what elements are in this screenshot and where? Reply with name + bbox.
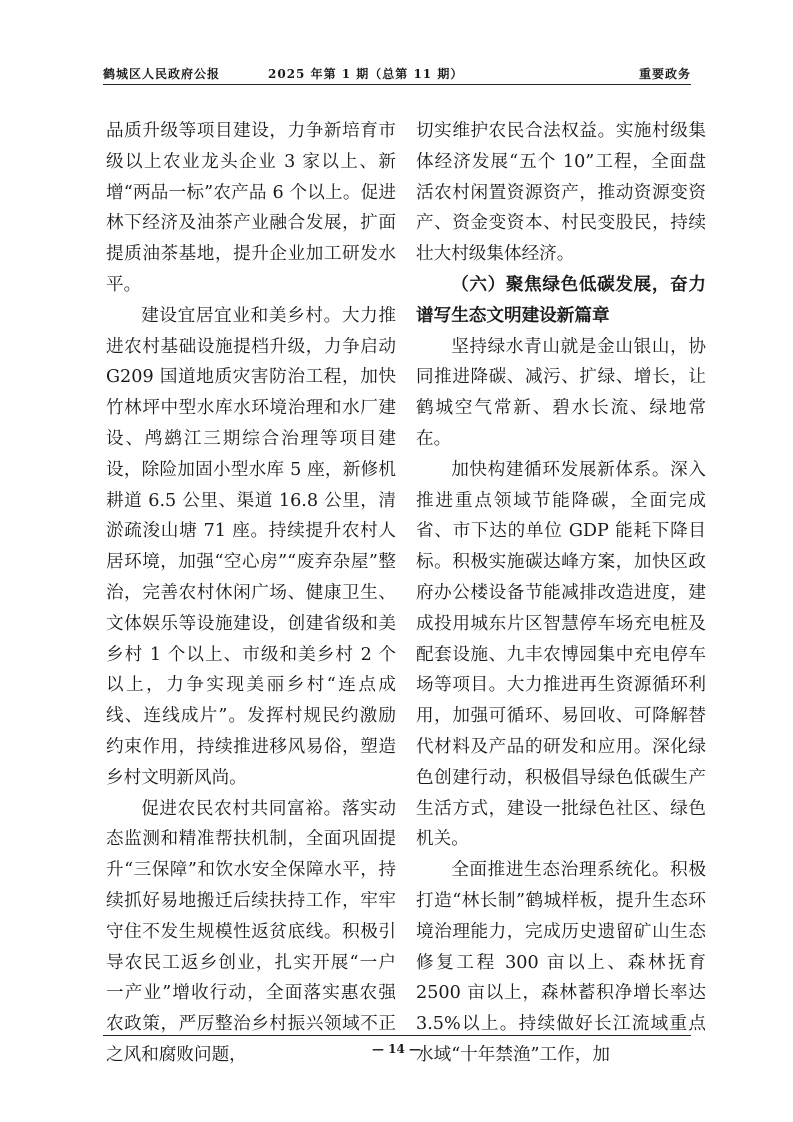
publication-title: 鹤城区人民政府公报 — [103, 67, 221, 81]
left-column — [106, 116, 396, 1071]
paragraph: 全面推进生态治理系统化。积极打造“林长制”鹤城样板，提升生态环境治理能力，完成历史遗留矿山生态修复工程 300 亩以上、森林抚育 2500 亩以上，森林蓄积净增长率达 3.5%以上。持续做好长江流域重点水域“十年禁渔”工作，加 — [416, 860, 706, 1065]
page-number: — 14 — — [371, 1042, 422, 1056]
section-label: 重要政务 — [638, 67, 691, 81]
section-heading: （六）聚焦绿色低碳发展，奋力谱写生态文明建设新篇章 — [416, 273, 706, 326]
paragraph: 建设宜居宜业和美乡村。大力推进农村基础设施提档升级，力争启动 G209 国道地质灾害防治工程，加快竹林坪中型水库水环境治理和水厂建设、鸬鹚江三期综合治理等项目建设，除险加固小型水库 5 座，新修机耕道 6.5 公里、渠道 16.8 公里，清淤疏浚山塘 71 座。持续提升农村人居环境，加强“空心房”“废弃杂屋”整治，完善农村休闲广场、健康卫生、文体娱乐等设施建设，创建省级和美乡村 1 个以上、市级和美乡村 2 个以上，力争实现美丽乡村“连点成线、连线成片”。发挥村规民约激励约束作用，持续推进移风易俗，塑造乡村文明新风尚。 — [106, 305, 396, 788]
paragraph: 品质升级等项目建设，力争新培育市级以上农业龙头企业 3 家以上、新增“两品一标”农产品 6 个以上。促进林下经济及油茶产业融合发展，扩面提质油茶基地，提升企业加工研发水平。 — [106, 121, 396, 295]
paragraph: 促进农民农村共同富裕。落实动态监测和精准帮扶机制，全面巩固提升“三保障”和饮水安全保障水平，持续抓好易地搬迁后续扶持工作，牢牢守住不发生规模性返贫底线。积极引导农民工返乡创业，扎实开展“一户一产业”增收行动，全面落实惠农强农政策，严厉整治乡村振兴领域不正之风和腐败问题， — [106, 798, 396, 1065]
header-rule — [103, 84, 691, 85]
paragraph: 加快构建循环发展新体系。深入推进重点领域节能降碳，全面完成省、市下达的单位 GDP 能耗下降目标。积极实施碳达峰方案，加快区政府办公楼设备节能减排改造进度，建成投用城东片区智慧停车场充电桩及配套设施、九丰农博园集中充电停车场等项目。大力推进再生资源循环利用，加强可循环、易回收、可降解替代材料及产品的研发和应用。深化绿色创建行动，积极倡导绿色低碳生产生活方式，建设一批绿色社区、绿色机关。 — [416, 459, 706, 850]
right-column — [416, 116, 706, 1071]
issue-info: 2025 年第 1 期（总第 11 期） — [268, 67, 464, 81]
paragraph: 坚持绿水青山就是金山银山，协同推进降碳、减污、扩绿、增长，让鹤城空气常新、碧水长流、绿地常在。 — [416, 336, 706, 449]
paragraph: 切实维护农民合法权益。实施村级集体经济发展“五个 10”工程，全面盘活农村闲置资源资产，推动资源变资产、资金变资本、村民变股民，持续壮大村级集体经济。 — [416, 121, 706, 265]
running-header — [103, 57, 691, 85]
footer-rule — [103, 1035, 691, 1036]
